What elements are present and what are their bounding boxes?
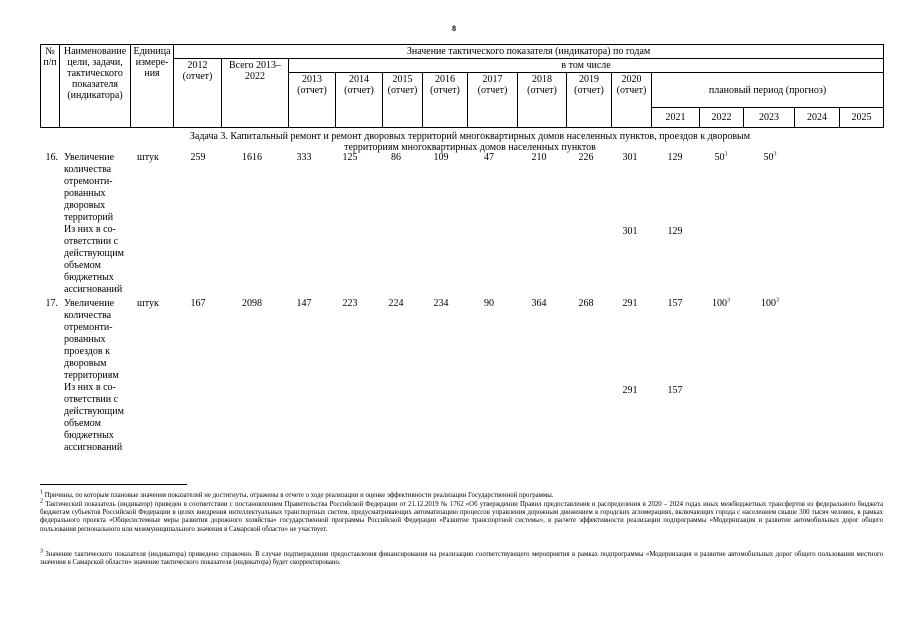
- value-2018: 210: [531, 152, 547, 163]
- header-total: Всего 2013–2022: [222, 59, 289, 128]
- header-year: 2013 (отчет): [289, 73, 336, 128]
- footnote-3: [40, 548, 883, 567]
- name-line: территориям: [64, 370, 119, 381]
- header-year: 2019 (отчет): [567, 73, 612, 128]
- value-2020: 291: [622, 298, 638, 309]
- name-line: Из них в со-: [64, 382, 116, 393]
- name-line: ответствии с: [64, 394, 119, 405]
- footnote-ref: 3: [727, 297, 730, 304]
- name-line: действующим: [64, 248, 124, 259]
- value-2015: 86: [391, 152, 401, 163]
- name-line: ответствии с: [64, 236, 119, 247]
- value-total: 2098: [242, 298, 262, 309]
- header-plan-year: 2021: [652, 108, 700, 128]
- name-line: Из них в со-: [64, 224, 116, 235]
- name-line: Увеличение: [64, 298, 115, 309]
- indicator-name: [64, 152, 132, 296]
- footnote-marker: 2: [40, 498, 43, 505]
- unit-cell: штук: [137, 152, 159, 163]
- name-line: территорий: [64, 212, 114, 223]
- value-total: 1616: [242, 152, 262, 163]
- footnote-1: [40, 489, 883, 500]
- value-2022: [698, 298, 744, 310]
- value-2012: 167: [190, 298, 206, 309]
- footnote-2: [40, 498, 884, 534]
- name-line: бюджетных: [64, 430, 114, 441]
- header-no: № п/п: [41, 45, 60, 128]
- header-year: 2018 (отчет): [518, 73, 567, 128]
- header-year: 2017 (отчет): [468, 73, 518, 128]
- footnote-marker: 3: [40, 548, 43, 555]
- value-2019: 268: [578, 298, 594, 309]
- name-line: действующим: [64, 406, 124, 417]
- header-2012: 2012 (отчет): [174, 59, 222, 128]
- name-line: объемом: [64, 260, 101, 271]
- name-line: объемом: [64, 418, 101, 429]
- name-line: ассигнований: [64, 284, 123, 295]
- header-group: Значение тактического показателя (индикатора) по годам: [174, 45, 884, 59]
- indicator-name: [64, 298, 132, 454]
- value-2013: 147: [296, 298, 312, 309]
- value-2022-number: 100: [712, 298, 727, 309]
- page-number: 8: [452, 24, 456, 33]
- name-line: ассигнований: [64, 442, 123, 453]
- name-line: Увеличение: [64, 152, 115, 163]
- value-2017: 90: [484, 298, 494, 309]
- value-2015: 224: [388, 298, 404, 309]
- value-2019: 226: [578, 152, 594, 163]
- header-name: Наименование цели, задачи, тактического показателя (индикатора): [60, 45, 131, 128]
- indicator-row: [0, 298, 905, 458]
- value-2014: 125: [342, 152, 358, 163]
- header-plan-year: 2022: [700, 108, 744, 128]
- footnote-separator: [40, 484, 187, 485]
- footnote-ref: 3: [776, 297, 779, 304]
- header-plan: плановый период (прогноз): [652, 73, 884, 108]
- name-line: количества: [64, 310, 112, 321]
- name-line: дворовым: [64, 358, 107, 369]
- unit-cell: штук: [137, 298, 159, 309]
- header-unit: Единица измере-ния: [131, 45, 174, 128]
- value-2013: 333: [296, 152, 312, 163]
- sub-value-2021: 129: [667, 226, 683, 237]
- footnote-text: Причины, по которым плановые значения показателей не достигнуты, отражены в отчете о ходе реализации и оценке эффективности реализации Государственной программы.: [44, 492, 554, 499]
- value-2014: 223: [342, 298, 358, 309]
- sub-value-2020: 291: [622, 385, 638, 396]
- value-2018: 364: [531, 298, 547, 309]
- footnote-ref: 3: [773, 151, 777, 158]
- value-2023-number: 50: [763, 152, 774, 163]
- value-2020: 301: [622, 152, 638, 163]
- name-line: количества: [64, 164, 112, 175]
- task-title: Задача 3. Капитальный ремонт и ремонт дворовых территорий многоквартирных домов населенных пунктов, проездов к дворовым территориям многоквартирных домов населенных пунктов: [189, 131, 751, 153]
- footnote-ref: 3: [724, 151, 728, 158]
- name-line: проездов к: [64, 346, 110, 357]
- value-2023-number: 100: [761, 298, 776, 309]
- value-2021: 129: [667, 152, 683, 163]
- footnote-marker: 1: [40, 489, 43, 496]
- header-year: 2015 (отчет): [383, 73, 423, 128]
- row-number: 16.: [45, 152, 58, 163]
- header-table: [40, 44, 884, 128]
- indicator-row: [0, 151, 905, 295]
- value-2012: 259: [190, 152, 206, 163]
- value-2016: 109: [433, 152, 449, 163]
- header-incl: в том числе: [289, 59, 884, 73]
- value-2022: [698, 152, 744, 164]
- value-2021: 157: [667, 298, 683, 309]
- sub-value-2021: 157: [667, 385, 683, 396]
- sub-value-2020: 301: [622, 226, 638, 237]
- value-2023: [747, 298, 793, 310]
- header-plan-year: 2024: [795, 108, 840, 128]
- header-year: 2016 (отчет): [423, 73, 468, 128]
- name-line: рованных: [64, 334, 106, 345]
- footnote-text: Значение тактического показателя (индикатора) приведено справочно. В случае подтверждения предоставления финансирования на реализацию соответствующего мероприятия в рамках подпрограммы «Модернизация и развитие автомобильных дорог общего пользования местного значения в Самарской области» значение тактического показателя (индикатора) будет скорректировано.: [40, 551, 883, 567]
- name-line: дворовых: [64, 200, 106, 211]
- value-2016: 234: [433, 298, 449, 309]
- header-plan-year: 2025: [840, 108, 884, 128]
- value-2023: [747, 152, 793, 164]
- value-2022-number: 50: [714, 152, 725, 163]
- name-line: отремонти-: [64, 322, 113, 333]
- value-2017: 47: [484, 152, 494, 163]
- header-plan-year: 2023: [744, 108, 795, 128]
- name-line: бюджетных: [64, 272, 114, 283]
- footnote-text: Тактический показатель (индикатор) приведен в соответствии с постановлением Правительства Российской Федерации от 21.12.2019 № 1762 «Об утверждении Правил предоставления и распределения в 2020 – 2024 годах иных межбюджетных трансфертов из федерального бюджета бюджетам субъектов Российской Федерации в целях внедрения интеллектуальных транспортных систем, предусматривающих автоматизацию процессов управления дорожным движением в городских агломерациях, включающих города с населением свыше 300 тысяч человек, в рамках федерального проекта «Общесистемные меры развития дорожного хозяйства» государственной программы Российской Федерации «Развитие транспортной системы», в расчете эффективности реализации подпрограммы «Модернизация и развитие автомобильных дорог общего пользования регионального или межмуниципального значения в Самарской области» не участвует.: [40, 501, 884, 533]
- name-line: отремонти-: [64, 176, 113, 187]
- row-number: 17.: [45, 298, 58, 309]
- header-year: 2014 (отчет): [336, 73, 383, 128]
- name-line: рованных: [64, 188, 106, 199]
- header-year: 2020 (отчет): [612, 73, 652, 128]
